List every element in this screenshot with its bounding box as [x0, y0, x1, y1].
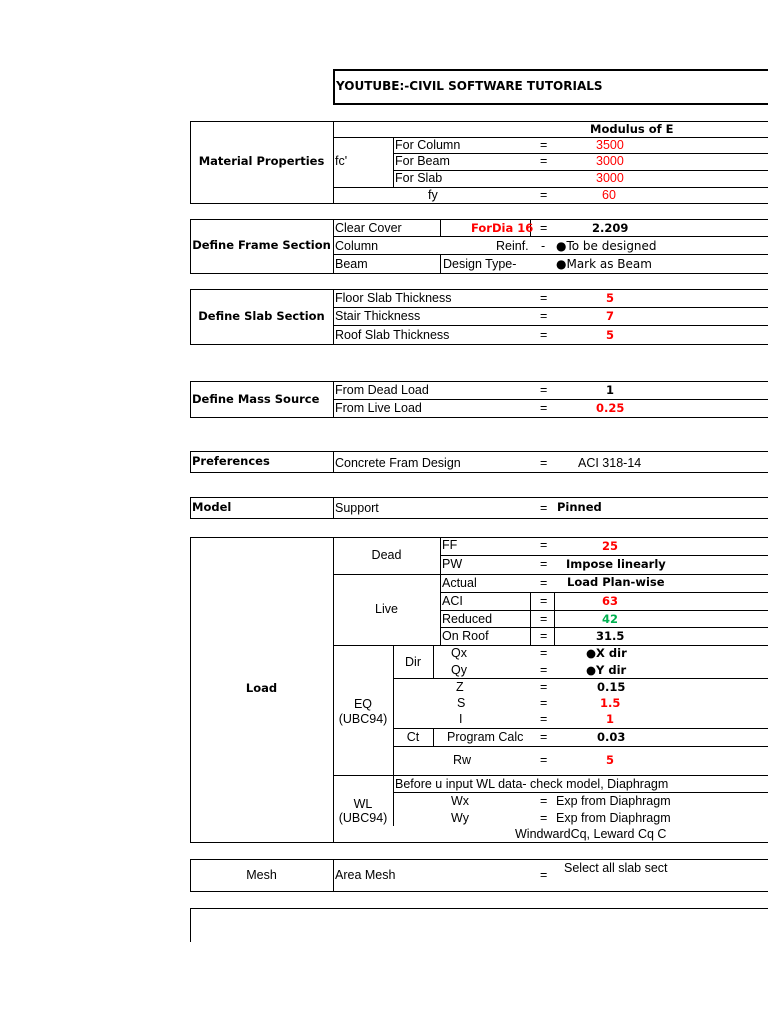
- wx-label: Wx: [451, 794, 470, 808]
- wl-code: (UBC94): [338, 811, 388, 825]
- s-eq: =: [540, 696, 548, 710]
- reduced-eq: =: [540, 612, 548, 626]
- wx-value: Exp from Diaphragm: [556, 794, 671, 808]
- load-title: Load: [245, 681, 278, 695]
- live-label: Live: [375, 602, 398, 616]
- fy-label: fy: [428, 188, 438, 202]
- slab-row-eq: =: [540, 309, 548, 323]
- modulus-header: Modulus of E: [590, 122, 674, 136]
- ct-value: 0.03: [597, 730, 626, 744]
- model-title: Model: [192, 500, 232, 514]
- model-label: Support: [335, 501, 379, 515]
- material-row-value: 3000: [596, 154, 624, 168]
- reinf-label: Reinf.: [496, 239, 529, 253]
- wl-note: Before u input WL data- check model, Diaphragm: [395, 777, 669, 791]
- frame-title: Define Frame Section: [192, 238, 331, 252]
- qx-label: Qx: [451, 646, 467, 660]
- slab-row-value: 5: [606, 328, 615, 342]
- aci-eq: =: [540, 594, 548, 608]
- eq-code: (UBC94): [338, 712, 388, 726]
- i-label: I: [459, 712, 463, 726]
- rw-value: 5: [606, 753, 615, 767]
- eq-label: EQ: [353, 697, 373, 711]
- ff-value: 25: [602, 539, 619, 553]
- material-row-label: For Column: [395, 138, 461, 152]
- reduced-value: 42: [602, 612, 619, 626]
- mesh-eq: =: [540, 868, 548, 882]
- z-value: 0.15: [597, 680, 626, 694]
- z-label: Z: [456, 680, 464, 694]
- fordia-label: ForDia 16: [471, 221, 534, 235]
- header-title: YOUTUBE:-CIVIL SOFTWARE TUTORIALS: [336, 79, 603, 93]
- slab-row-value: 5: [606, 291, 615, 305]
- rw-eq: =: [540, 753, 548, 767]
- qx-eq: =: [540, 646, 548, 660]
- fy-value: 60: [602, 188, 616, 202]
- clear-cover-eq: =: [540, 221, 548, 235]
- material-row-value: 3500: [596, 138, 624, 152]
- design-type-label: Design Type-: [443, 257, 517, 271]
- qx-value: ●X dir: [586, 646, 627, 660]
- s-label: S: [457, 696, 466, 710]
- material-title: Material Properties: [198, 154, 325, 168]
- ct-calc: Program Calc: [447, 730, 524, 744]
- z-eq: =: [540, 680, 548, 694]
- reinf-value: ●To be designed: [556, 239, 657, 253]
- windward-note: WindwardCq, Leward Cq C: [515, 827, 667, 841]
- i-eq: =: [540, 712, 548, 726]
- clear-cover-value: 2.209: [592, 221, 629, 235]
- preferences-value: ACI 318-14: [578, 456, 642, 470]
- slab-row-label: Floor Slab Thickness: [335, 291, 452, 305]
- slab-row-value: 7: [606, 309, 615, 323]
- wy-value: Exp from Diaphragm: [556, 811, 671, 825]
- ff-eq: =: [540, 538, 548, 552]
- mesh-label: Area Mesh: [335, 868, 396, 882]
- wy-eq: =: [540, 811, 548, 825]
- mass-row-eq: =: [540, 401, 548, 415]
- wl-label: WL: [353, 797, 373, 811]
- design-type-value: ●Mark as Beam: [556, 257, 652, 271]
- mesh-value: Select all slab sect: [564, 861, 668, 875]
- actual-eq: =: [540, 576, 548, 590]
- slab-row-eq: =: [540, 291, 548, 305]
- pw-value: Impose linearly: [566, 557, 666, 571]
- slab-row-label: Stair Thickness: [335, 309, 421, 323]
- preferences-eq: =: [540, 456, 548, 470]
- s-value: 1.5: [600, 696, 621, 710]
- beam-label: Beam: [335, 257, 368, 271]
- mass-row-value: 0.25: [596, 401, 625, 415]
- material-row-label: For Beam: [395, 154, 450, 168]
- material-row-eq: =: [540, 154, 548, 168]
- onroof-label: On Roof: [442, 629, 489, 643]
- wy-label: Wy: [451, 811, 469, 825]
- model-value: Pinned: [557, 500, 602, 514]
- pw-label: PW: [442, 557, 463, 571]
- material-row-value: 3000: [596, 171, 624, 185]
- slab-row-eq: =: [540, 328, 548, 342]
- mass-row-value: 1: [606, 383, 615, 397]
- qy-label: Qy: [451, 663, 467, 677]
- mass-title: Define Mass Source: [192, 392, 320, 406]
- actual-value: Load Plan-wise: [567, 575, 665, 589]
- material-row-eq: =: [540, 138, 548, 152]
- onroof-eq: =: [540, 629, 548, 643]
- dead-label: Dead: [371, 548, 402, 562]
- onroof-value: 31.5: [596, 629, 625, 643]
- mesh-title: Mesh: [246, 868, 277, 882]
- preferences-label: Concrete Fram Design: [335, 456, 461, 470]
- mass-row-label: From Live Load: [335, 401, 422, 415]
- clear-cover-label: Clear Cover: [335, 221, 402, 235]
- reinf-dash: -: [541, 239, 546, 253]
- material-row-label: For Slab: [395, 171, 443, 185]
- reduced-label: Reduced: [442, 612, 493, 626]
- aci-value: 63: [602, 594, 619, 608]
- dir-label: Dir: [405, 655, 421, 669]
- mass-row-eq: =: [540, 383, 548, 397]
- column-label: Column: [335, 239, 379, 253]
- fc-label: fc': [335, 154, 348, 168]
- slab-title: Define Slab Section: [198, 309, 325, 323]
- actual-label: Actual: [442, 576, 477, 590]
- aci-label: ACI: [442, 594, 463, 608]
- rw-label: Rw: [453, 753, 472, 767]
- pw-eq: =: [540, 557, 548, 571]
- i-value: 1: [606, 712, 615, 726]
- qy-value: ●Y dir: [586, 663, 627, 677]
- model-eq: =: [540, 501, 548, 515]
- ct-label: Ct: [406, 730, 420, 744]
- wx-eq: =: [540, 794, 548, 808]
- ct-eq: =: [540, 730, 548, 744]
- preferences-title: Preferences: [192, 454, 270, 468]
- slab-row-label: Roof Slab Thickness: [335, 328, 450, 342]
- ff-label: FF: [442, 538, 458, 552]
- fy-eq: =: [540, 188, 548, 202]
- qy-eq: =: [540, 663, 548, 677]
- mass-row-label: From Dead Load: [335, 383, 429, 397]
